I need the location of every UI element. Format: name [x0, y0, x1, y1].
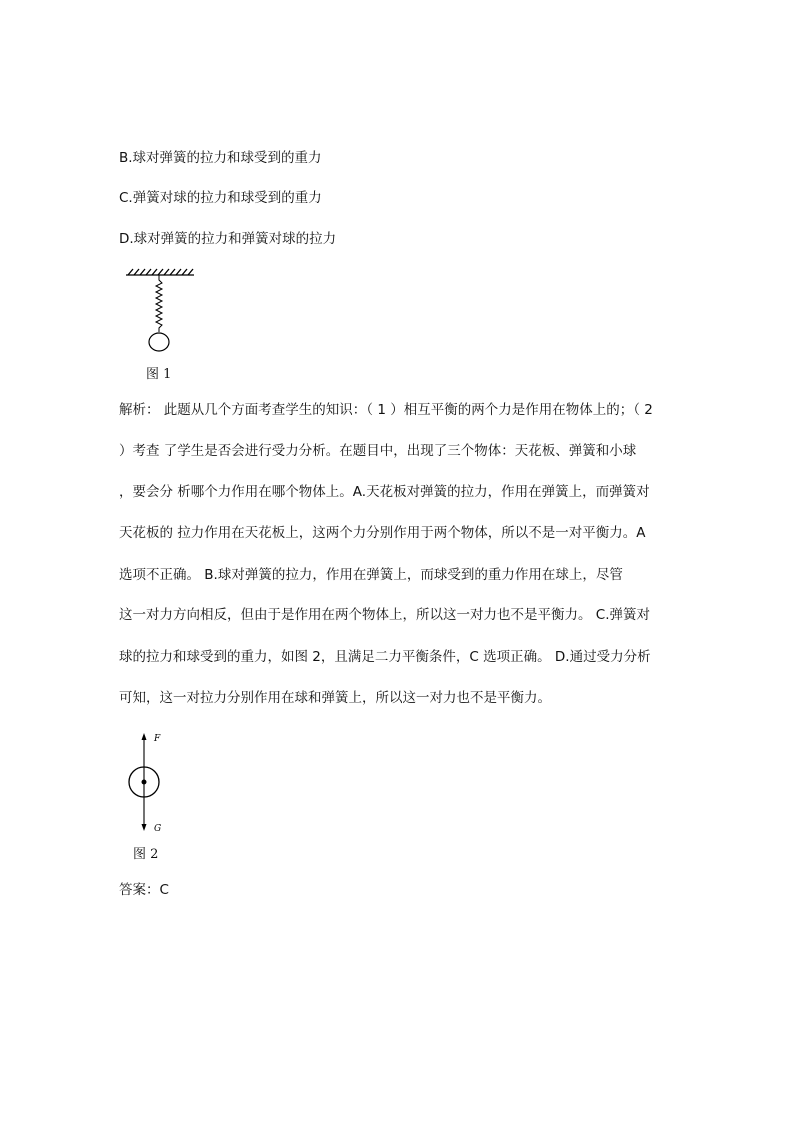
analysis-line-2: ）考查 了学生是否会进行受力分析。在题目中，出现了三个物体：天花板、弹簧和小球 — [119, 443, 637, 459]
ball — [149, 333, 169, 351]
option-d: D.球对弹簧的拉力和弹簧对球的拉力 — [119, 231, 337, 247]
analysis-line-8: 可知，这一对拉力分别作用在球和弹簧上，所以这一对力也不是平衡力。 — [119, 690, 551, 706]
analysis-line-6: 这一对力方向相反，但由于是作用在两个物体上，所以这一对力也不是平衡力。 C.弹簧对 — [119, 607, 651, 623]
answer: 答案：C — [119, 882, 169, 898]
figure-1-spring-diagram — [120, 264, 200, 359]
option-c: C.弹簧对球的拉力和球受到的重力 — [119, 190, 322, 206]
arrowhead-down — [142, 824, 147, 831]
figure-2-force-diagram — [122, 730, 182, 835]
analysis-line-5: 选项不正确。 B.球对弹簧的拉力，作用在弹簧上，而球受到的重力作用在球上，尽管 — [119, 567, 623, 583]
analysis-line-1: 解析： 此题从几个方面考查学生的知识：（ 1 ）相互平衡的两个力是作用在物体上的；（ 2 — [119, 402, 653, 418]
force-label-f: F — [154, 734, 161, 744]
analysis-line-7: 球的拉力和球受到的重力，如图 2，且满足二力平衡条件，C 选项正确。 D.通过受力分析 — [119, 649, 651, 665]
figure-1-caption: 图 1 — [146, 367, 172, 382]
arrowhead-up — [142, 733, 147, 740]
figure-2-caption: 图 2 — [133, 847, 159, 862]
analysis-line-3: ，要会分 析哪个力作用在哪个物体上。A.天花板对弹簧的拉力，作用在弹簧上，而弹簧对 — [119, 484, 650, 500]
spring — [156, 275, 162, 332]
force-label-g: G — [154, 824, 162, 834]
analysis-line-4: 天花板的 拉力作用在天花板上，这两个力分别作用于两个物体，所以不是一对平衡力。A — [119, 525, 646, 541]
option-b: B.球对弹簧的拉力和球受到的重力 — [119, 150, 322, 166]
ceiling-hatch — [126, 269, 194, 275]
